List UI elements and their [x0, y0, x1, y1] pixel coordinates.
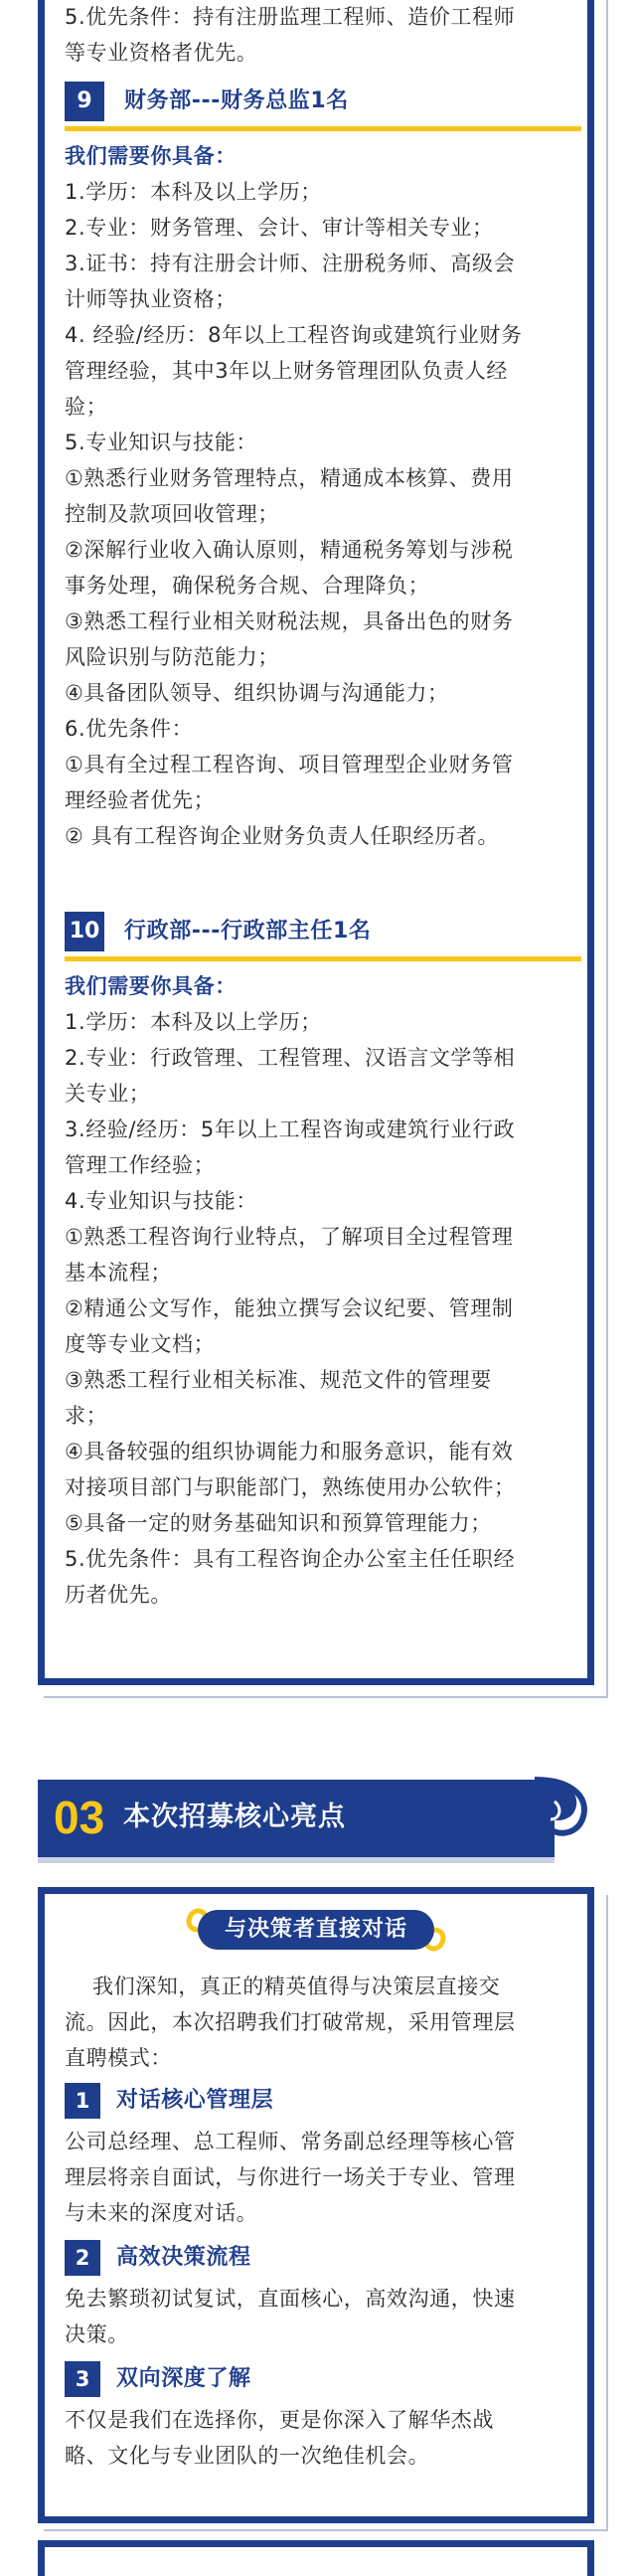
text-line: 3.证书：持有注册会计师、注册税务师、高级会	[65, 252, 516, 275]
text-line: 1.学历：本科及以上学历；	[65, 180, 322, 204]
text-line: 控制及款项回收管理；	[65, 502, 279, 526]
section-number: 9	[65, 82, 104, 121]
item-number: 1	[65, 2083, 100, 2119]
text-line: 5.优先条件：持有注册监理工程师、造价工程师	[65, 5, 516, 29]
highlights-card	[38, 1887, 594, 2523]
text-line: 管理经验，其中3年以上财务管理团队负责人经	[65, 359, 508, 383]
text-line: 免去繁琐初试复试，直面核心，高效沟通，快速	[65, 2287, 516, 2311]
text-line: 验；	[65, 395, 108, 419]
yellow-divider	[65, 126, 581, 131]
text-line: 1.学历：本科及以上学历；	[65, 1010, 322, 1034]
text-line: 2.专业：行政管理、工程管理、汉语言文学等相	[65, 1046, 516, 1070]
section-header-finance	[65, 82, 581, 121]
text-line: 不仅是我们在选择你，更是你深入了解华杰战	[65, 2408, 494, 2432]
item-title: 高效决策流程	[116, 2245, 251, 2270]
text-line: 对接项目部门与职能部门，熟练使用办公软件；	[65, 1475, 516, 1499]
text-line: 风险识别与防范能力；	[65, 645, 279, 669]
text-line: 关专业；	[65, 1082, 151, 1106]
text-line: ②深解行业收入确认原则，精通税务筹划与涉税	[65, 538, 514, 562]
text-line: ④具备团队领导、组织协调与沟通能力；	[65, 681, 449, 705]
text-line: 略、文化与专业团队的一次绝佳机会。	[65, 2444, 430, 2468]
text-line: 直聘模式：	[65, 2046, 172, 2070]
pill-text: 与决策者直接对话	[224, 1917, 407, 1942]
text-line: ①熟悉工程咨询行业特点，了解项目全过程管理	[65, 1225, 514, 1249]
banner-number: 03	[54, 1792, 105, 1843]
text-line: 公司总经理、总工程师、常务副总经理等核心管	[65, 2130, 516, 2153]
text-line: ③熟悉工程行业相关标准、规范文件的管理要	[65, 1368, 492, 1392]
text-line: ①熟悉行业财务管理特点，精通成本核算、费用	[65, 466, 514, 490]
text-line: 我们深知，真正的精英值得与决策层直接交	[92, 1975, 501, 1998]
yellow-divider	[65, 956, 581, 961]
text-line: 6.优先条件：	[65, 717, 194, 741]
text-line: 4. 经验/经历：8年以上工程咨询或建筑行业财务	[65, 323, 523, 347]
banner-title: 本次招募核心亮点	[123, 1802, 346, 1832]
item-number: 3	[65, 2361, 100, 2397]
text-line: 3.经验/经历：5年以上工程咨询或建筑行业行政	[65, 1117, 516, 1141]
text-line: 管理工作经验；	[65, 1153, 216, 1177]
text-line: ②精通公文写作，能独立撰写会议纪要、管理制	[65, 1296, 514, 1320]
next-card-edge	[38, 2540, 594, 2576]
text-line: 基本流程；	[65, 1261, 172, 1285]
text-line: ③熟悉工程行业相关财税法规，具备出色的财务	[65, 609, 514, 633]
item-title: 对话核心管理层	[116, 2088, 274, 2113]
text-line: 历者优先。	[65, 1583, 172, 1607]
text-line: 理经验者优先；	[65, 788, 216, 812]
text-line: 决策。	[65, 2322, 129, 2346]
section-banner	[38, 1766, 594, 1869]
text-line: 等专业资格者优先。	[65, 41, 258, 65]
text-line: ② 具有工程咨询企业财务负责人任职经历者。	[65, 824, 500, 848]
text-line: 与未来的深度对话。	[65, 2201, 258, 2225]
text-line: 流。因此，本次招聘我们打破常规，采用管理层	[65, 2010, 516, 2034]
section-title: 财务部---财务总监1名	[124, 88, 349, 113]
text-line: 2.专业：财务管理、会计、审计等相关专业；	[65, 216, 494, 240]
job-listing-card	[38, 0, 594, 1685]
text-line: 理层将亲自面试，与你进行一场关于专业、管理	[65, 2165, 516, 2189]
requirements-heading: 我们需要你具备：	[65, 144, 237, 168]
text-line: ④具备较强的组织协调能力和服务意识，能有效	[65, 1440, 514, 1463]
section-number: 10	[65, 912, 104, 951]
item-title: 双向深度了解	[116, 2366, 251, 2391]
text-line: ①具有全过程工程咨询、项目管理型企业财务管	[65, 753, 514, 776]
requirements-heading: 我们需要你具备：	[65, 974, 237, 998]
section-title: 行政部---行政部主任1名	[124, 919, 372, 944]
text-line: 5.专业知识与技能：	[65, 430, 258, 454]
text-line: 5.优先条件：具有工程咨询企办公室主任任职经	[65, 1547, 516, 1571]
text-line: 计师等执业资格；	[65, 287, 237, 311]
highlight-pill	[184, 1906, 448, 1954]
text-line: 4.专业知识与技能：	[65, 1189, 258, 1213]
text-line: ⑤具备一定的财务基础知识和预算管理能力；	[65, 1511, 492, 1535]
item-number: 2	[65, 2240, 100, 2276]
section-header-admin	[65, 912, 581, 951]
text-line: 度等专业文档；	[65, 1332, 216, 1356]
text-line: 求；	[65, 1404, 108, 1428]
text-line: 事务处理，确保税务合规、合理降负；	[65, 574, 430, 598]
